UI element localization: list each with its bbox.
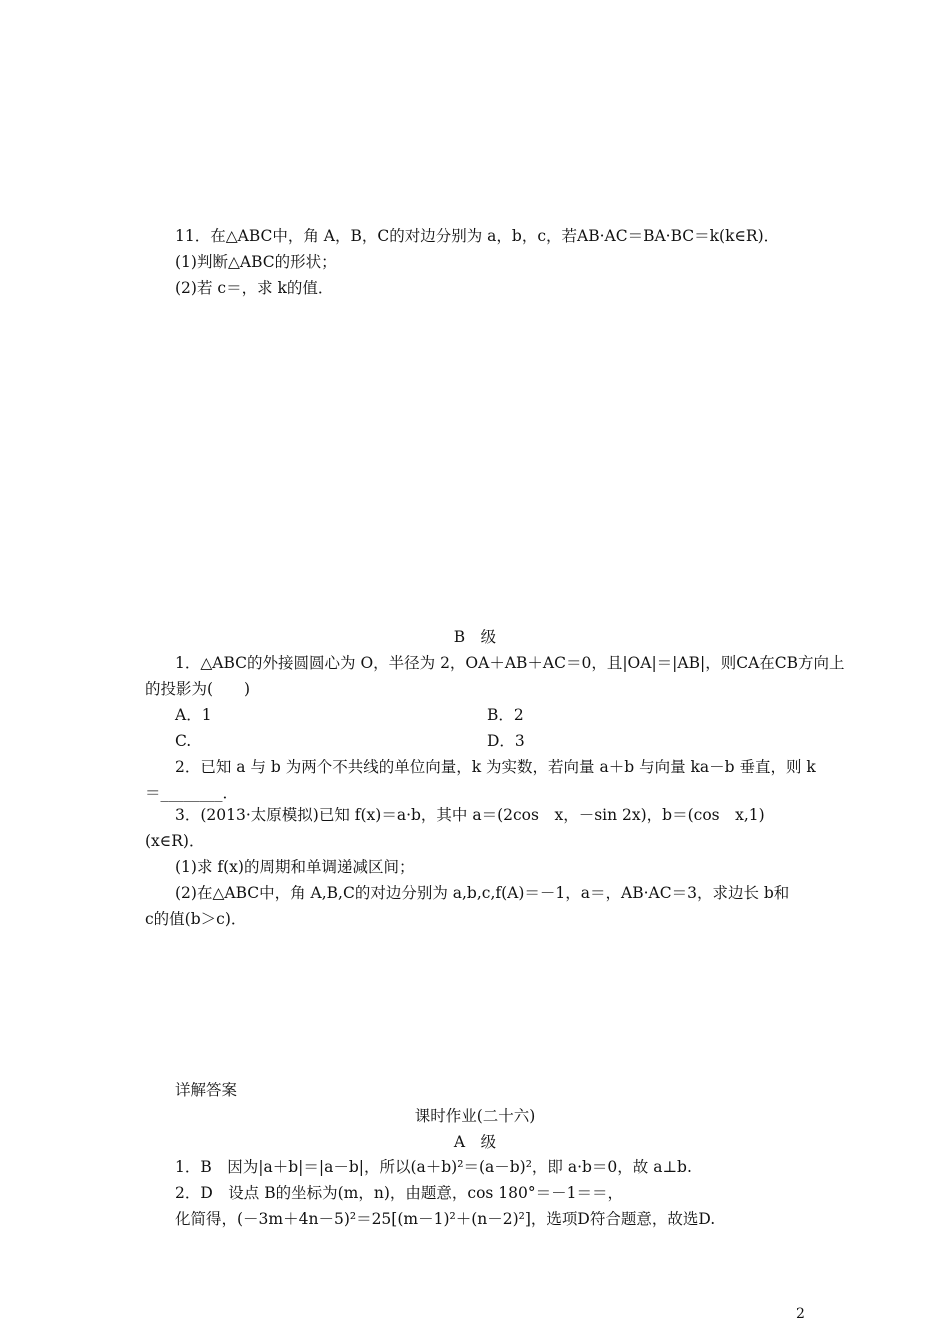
b-q1-stem-line2: 的投影为( ): [145, 680, 251, 698]
b-q3-line1: 3．(2013·太原模拟)已知 f(x)＝a·b，其中 a＝(2cos x，－sin 2x)，b＝(cos x,1): [175, 806, 765, 824]
b-q3-line2: (x∈R)．: [145, 832, 205, 850]
b-q2-line2: ＝________．: [145, 784, 239, 802]
b-q3-part2-line1: (2)在△ABC中，角 A,B,C的对边分别为 a,b,c,f(A)＝－1，a＝，AB·AC＝3，求边长 b和: [175, 884, 790, 902]
q11-part1: (1)判断△ABC的形状；: [175, 253, 337, 271]
answer-2: 2．D 设点 B的坐标为(m，n)，由题意，cos 180°＝－1＝＝，: [175, 1184, 623, 1202]
answers-heading: 详解答案: [175, 1081, 238, 1099]
answer-2-continued: 化简得，(－3m＋4n－5)²＝25[(m－1)²＋(n－2)²]，选项D符合题意，故选D.: [175, 1210, 716, 1228]
q11-stem: 11．在△ABC中，角 A，B，C的对边分别为 a，b，c，若AB·AC＝BA·BC＝k(k∈R)．: [175, 227, 780, 245]
b-q1-option-c: C.: [175, 732, 192, 750]
page-number: 2: [796, 1306, 805, 1322]
b-q3-part2-line2: c的值(b＞c)．: [145, 910, 247, 928]
b-q1-option-a: A．1: [175, 706, 212, 724]
b-q1-stem-line1: 1．△ABC的外接圆圆心为 O，半径为 2，OA＋AB＋AC＝0，且|OA|＝|AB|，则CA在CB方向上: [175, 654, 845, 672]
b-q3-part1: (1)求 f(x)的周期和单调递减区间；: [175, 858, 415, 876]
b-q1-option-b: B．2: [487, 706, 524, 724]
answer-1: 1．B 因为|a＋b|＝|a－b|，所以(a＋b)²＝(a－b)²，即 a·b＝0，故 a⊥b.: [175, 1158, 692, 1176]
b-q1-option-d: D．3: [487, 732, 525, 750]
section-b-heading: B 级: [453, 628, 497, 646]
b-q2-line1: 2．已知 a 与 b 为两个不共线的单位向量，k 为实数，若向量 a＋b 与向量 ka－b 垂直，则 k: [175, 758, 816, 776]
answers-title: 课时作业(二十六): [414, 1107, 536, 1125]
q11-part2: (2)若 c＝，求 k的值．: [175, 279, 334, 297]
answers-level: A 级: [453, 1133, 497, 1151]
